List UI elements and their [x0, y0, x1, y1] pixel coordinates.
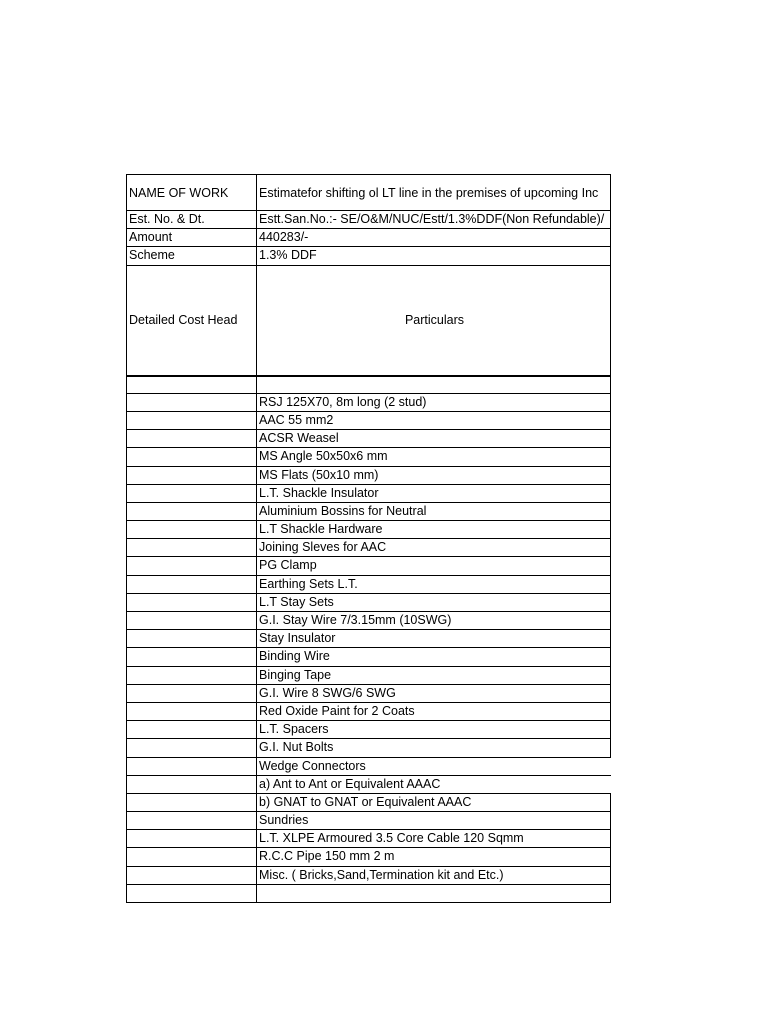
particulars-cell[interactable]: Binging Tape	[257, 667, 611, 684]
particulars-cell[interactable]: L.T. Spacers	[257, 721, 611, 738]
table-row	[126, 848, 611, 866]
particulars-cell[interactable]: a) Ant to Ant or Equivalent AAAC	[259, 776, 441, 791]
cost-head-cell[interactable]	[126, 739, 257, 756]
table-row	[126, 467, 611, 485]
table-row	[126, 758, 611, 776]
table-row	[126, 448, 611, 466]
cost-head-cell[interactable]	[126, 667, 257, 684]
particulars-cell[interactable]: MS Flats (50x10 mm)	[257, 467, 611, 484]
particulars-cell[interactable]: G.I. Nut Bolts	[257, 739, 611, 756]
table-row	[126, 394, 611, 412]
cost-head-cell[interactable]	[126, 394, 257, 411]
cost-head-cell[interactable]	[126, 503, 257, 520]
cost-head-cell[interactable]	[126, 885, 257, 902]
particulars-cell[interactable]: L.T Stay Sets	[257, 594, 611, 611]
particulars-cell[interactable]: Binding Wire	[257, 648, 611, 665]
table-row	[126, 648, 611, 666]
est-no-value[interactable]: Estt.San.No.:- SE/O&M/NUC/Estt/1.3%DDF(Non Refundable)/	[257, 211, 611, 228]
cost-head-cell[interactable]	[126, 758, 257, 775]
particulars-cell[interactable]: R.C.C Pipe 150 mm 2 m	[257, 848, 611, 865]
cost-head-cell[interactable]	[126, 867, 257, 884]
table-row	[126, 776, 611, 794]
table-row	[126, 812, 611, 830]
particulars-cell[interactable]: ACSR Weasel	[257, 430, 611, 447]
table-row	[126, 612, 611, 630]
cost-head-cell[interactable]	[126, 794, 257, 811]
particulars-cell[interactable]: Misc. ( Bricks,Sand,Termination kit and Etc.)	[257, 867, 611, 884]
particulars-cell[interactable]: Sundries	[257, 812, 611, 829]
cost-head-cell[interactable]	[126, 539, 257, 556]
scheme-label[interactable]: Scheme	[126, 247, 257, 264]
name-of-work-label[interactable]: NAME OF WORK	[126, 175, 257, 210]
table-row	[126, 594, 611, 612]
amount-row	[126, 229, 611, 247]
particulars-cell[interactable]: Stay Insulator	[257, 630, 611, 647]
cost-head-cell[interactable]	[126, 576, 257, 593]
table-row	[126, 539, 611, 557]
name-of-work-value[interactable]: Estimatefor shifting ol LT line in the premises of upcoming Inc	[257, 175, 611, 210]
cost-head-cell[interactable]	[126, 703, 257, 720]
item-rows	[126, 376, 611, 903]
amount-value[interactable]: 440283/-	[257, 229, 611, 246]
table-row	[126, 721, 611, 739]
cost-head-cell[interactable]	[126, 557, 257, 574]
est-no-row	[126, 211, 611, 229]
particulars-cell[interactable]: Wedge Connectors	[259, 758, 366, 773]
name-of-work-row	[126, 174, 611, 211]
scheme-value[interactable]: 1.3% DDF	[257, 247, 611, 264]
cost-head-cell[interactable]	[126, 685, 257, 702]
cost-head-header[interactable]: Detailed Cost Head	[126, 266, 257, 375]
table-row	[126, 412, 611, 430]
cost-head-cell[interactable]	[126, 521, 257, 538]
cost-head-cell[interactable]	[126, 467, 257, 484]
cost-head-cell[interactable]	[126, 848, 257, 865]
cost-head-cell[interactable]	[126, 612, 257, 629]
table-row	[126, 867, 611, 885]
amount-label[interactable]: Amount	[126, 229, 257, 246]
table-row	[126, 485, 611, 503]
particulars-cell[interactable]: L.T Shackle Hardware	[257, 521, 611, 538]
cost-head-cell[interactable]	[126, 594, 257, 611]
cost-head-cell[interactable]	[126, 812, 257, 829]
cost-head-cell[interactable]	[126, 485, 257, 502]
particulars-cell[interactable]: L.T. Shackle Insulator	[257, 485, 611, 502]
particulars-cell[interactable]: AAC 55 mm2	[257, 412, 611, 429]
particulars-cell[interactable]: RSJ 125X70, 8m long (2 stud)	[257, 394, 611, 411]
table-row	[126, 885, 611, 903]
particulars-header[interactable]: Particulars	[257, 266, 611, 375]
particulars-cell[interactable]: L.T. XLPE Armoured 3.5 Core Cable 120 Sqmm	[257, 830, 611, 847]
cost-head-cell[interactable]	[126, 776, 257, 793]
cost-head-cell[interactable]	[126, 648, 257, 665]
table-row	[126, 667, 611, 685]
cost-head-cell[interactable]	[126, 630, 257, 647]
particulars-cell[interactable]: MS Angle 50x50x6 mm	[257, 448, 611, 465]
table-row	[126, 739, 611, 757]
cost-head-cell[interactable]	[126, 377, 257, 393]
table-row	[126, 521, 611, 539]
particulars-cell[interactable]: G.I. Wire 8 SWG/6 SWG	[257, 685, 611, 702]
table-row	[126, 830, 611, 848]
particulars-cell[interactable]: Aluminium Bossins for Neutral	[257, 503, 611, 520]
table-row	[126, 503, 611, 521]
cost-head-cell[interactable]	[126, 430, 257, 447]
table-row	[126, 430, 611, 448]
particulars-cell[interactable]: Joining Sleves for AAC	[257, 539, 611, 556]
table-row	[126, 630, 611, 648]
cost-head-cell[interactable]	[126, 412, 257, 429]
particulars-cell[interactable]: PG Clamp	[257, 557, 611, 574]
particulars-cell[interactable]: b) GNAT to GNAT or Equivalent AAAC	[257, 794, 611, 811]
scheme-row	[126, 247, 611, 265]
table-row	[126, 794, 611, 812]
cost-head-cell[interactable]	[126, 830, 257, 847]
table-row	[126, 703, 611, 721]
column-header-row	[126, 266, 611, 376]
particulars-cell[interactable]: Red Oxide Paint for 2 Coats	[257, 703, 611, 720]
est-no-label[interactable]: Est. No. & Dt.	[126, 211, 257, 228]
particulars-cell[interactable]: Earthing Sets L.T.	[257, 576, 611, 593]
estimate-sheet	[126, 174, 611, 903]
cost-head-cell[interactable]	[126, 448, 257, 465]
particulars-cell[interactable]: G.I. Stay Wire 7/3.15mm (10SWG)	[257, 612, 611, 629]
cost-head-cell[interactable]	[126, 721, 257, 738]
table-row	[126, 557, 611, 575]
particulars-cell[interactable]	[257, 377, 611, 393]
particulars-cell[interactable]	[257, 885, 611, 902]
table-row	[126, 376, 611, 394]
table-row	[126, 576, 611, 594]
table-row	[126, 685, 611, 703]
